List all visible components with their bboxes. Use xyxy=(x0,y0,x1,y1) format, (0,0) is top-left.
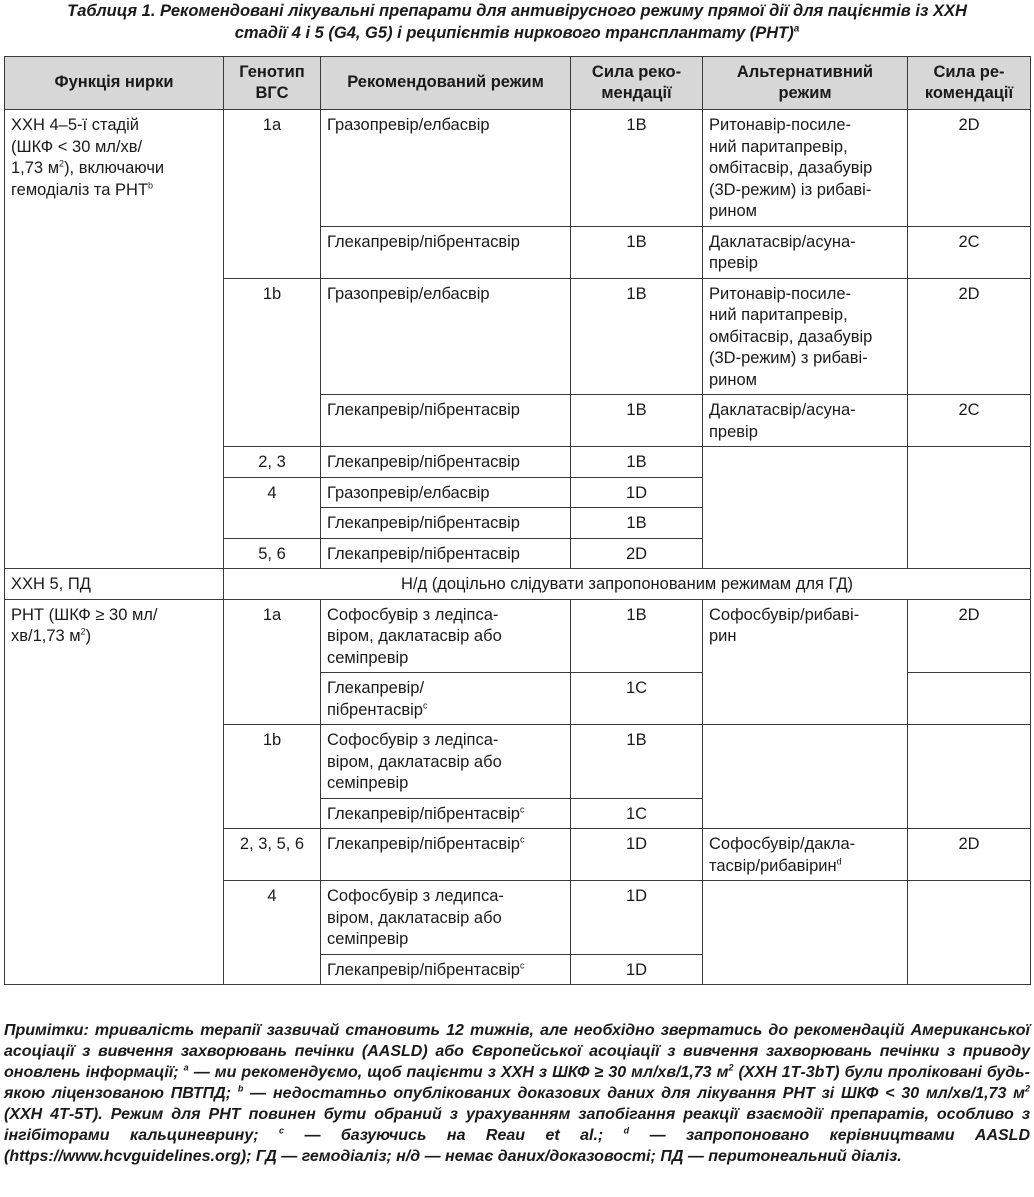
alternative-cell-empty xyxy=(703,725,908,829)
alt-l2: ний паритапревір, xyxy=(709,306,848,324)
title-line-2-text: стадії 4 і 5 (G4, G5) і реципієнтів ниркового трансплантату (РНТ) xyxy=(234,24,794,42)
group-ckd45-l3a: 1,73 м xyxy=(11,159,60,177)
alt-strength-cell-empty xyxy=(908,725,1031,829)
strength-cell: 1B xyxy=(571,226,703,278)
regimen-l3: семіпревір xyxy=(327,648,409,667)
genotype-cell: 4 xyxy=(224,477,321,538)
notes-part-3: (ХХН 1Т-3bТ) були проліковані будь-якою ліцензованою ПВТПД; xyxy=(4,1064,1031,1102)
strength-cell: 1D xyxy=(571,477,703,508)
group-ckd45-l3-sup: 2 xyxy=(59,158,65,169)
alt-strength-cell-empty xyxy=(908,447,1031,569)
alternative-cell-empty xyxy=(703,881,908,985)
alt-l1: Даклатасвір/асуна- xyxy=(709,401,856,419)
alternative-cell-empty xyxy=(703,447,908,569)
group-ckd45-l4-sup: b xyxy=(148,180,154,190)
alt-strength-cell: 2C xyxy=(908,395,1031,447)
regimen-text: Глекапревір/пібрентасвір xyxy=(327,835,520,853)
alt-l1: Ритонавір-посиле- xyxy=(709,284,852,303)
regimen-sup: c xyxy=(519,834,525,845)
regimen-l1: Софосбувір з ледіпса- xyxy=(327,731,499,749)
title-line-1: Таблиця 1. Рекомендовані лікувальні препарати для антивірусного режиму прямої дії для пацієнтів із ХХН xyxy=(67,2,967,20)
alt-l2-text: тасвір/рибавірин xyxy=(709,856,837,875)
alt-l1: Даклатасвір/асуна- xyxy=(709,232,856,251)
alt-l1: Софосбувір/дакла- xyxy=(709,835,856,853)
notes-sup-c: c xyxy=(279,1125,285,1136)
header-alternative-l1: Альтернативний xyxy=(736,62,874,81)
regimen-sup: c xyxy=(422,700,428,710)
group-ckd45-l2: (ШКФ < 30 мл/хв/ xyxy=(11,137,143,156)
header-strength-1-l1: Сила реко- xyxy=(591,62,682,81)
regimen-cell xyxy=(321,829,571,881)
table-row xyxy=(5,110,1031,227)
alt-l1: Софосбувір/рибаві- xyxy=(709,605,860,624)
alt-l5: рином xyxy=(709,370,758,389)
regimen-cell: Глекапревір/пібрентасвір xyxy=(321,395,571,447)
regimen-cell xyxy=(321,725,571,799)
notes-part-6: — базуючись на Reau et al.; xyxy=(284,1127,624,1144)
notes-part-7: — запропоновано керівництвами AASLD (https://www.hcvguidelines.org); ГД — гемодіаліз; н/д — немає даних/доказовості; ПД — перитонеальний діаліз. xyxy=(4,1127,1031,1165)
notes-part-5: (ХХН 4Т-5Т). Режим для РНТ повинен бути обраний з урахуванням запобігання реакції взаємодії препаратів, особливо з інгібіторами кальциневрину; xyxy=(4,1106,1030,1144)
group-ckd5pd: ХХН 5, ПД xyxy=(5,569,224,600)
regimen-cell xyxy=(321,673,571,725)
alt-strength-cell-empty xyxy=(908,673,1031,725)
alt-l3: омбітасвір, дазабувір xyxy=(709,159,873,177)
group-rnt-l2 xyxy=(11,626,217,648)
notes-sup-2b: 2 xyxy=(1025,1083,1031,1094)
notes-part-1: Примітки: тривалість терапії зазвичай становить 12 тижнів, але необхідно звертатись до рекомендацій Американської асоціації з вивчення захворювань печінки (AASLD) або Європейської асоціації з вивчення захворювань печінки з приводу оновлень інформації; xyxy=(4,1022,1030,1081)
alt-strength-cell: 2D xyxy=(908,110,1031,227)
regimen-cell: Гразопревір/елбасвір xyxy=(321,110,571,227)
genotype-cell: 2, 3, 5, 6 xyxy=(224,829,321,881)
group-ckd45-l1: ХХН 4–5-ї стадій xyxy=(11,116,140,134)
regimen-l1: Софосбувір з ледіпса- xyxy=(327,605,499,624)
header-recommended-regimen: Рекомендований режим xyxy=(321,57,571,110)
group-rnt-l2b: ) xyxy=(85,627,92,645)
alt-strength-cell: 2D xyxy=(908,829,1031,881)
header-kidney-function: Функція нирки xyxy=(5,57,224,110)
genotype-cell: 1a xyxy=(224,110,321,279)
title-line-2 xyxy=(0,22,1034,44)
strength-cell: 1D xyxy=(571,954,703,985)
alt-l3: омбітасвір, дазабувір xyxy=(709,327,873,346)
group-ckd45-l4 xyxy=(11,180,217,202)
notes-part-4: — недостатньо опублікованих доказових даних для лікування РНТ зі ШКФ < 30 мл/хв/1,73 м xyxy=(243,1085,1025,1102)
regimen-l2: віром, даклатасвір або xyxy=(327,627,502,645)
title-footnote-mark: a xyxy=(793,23,800,35)
regimen-text: Глекапревір/пібрентасвір xyxy=(327,804,520,823)
strength-cell: 1D xyxy=(571,829,703,881)
alt-l5: рином xyxy=(709,202,758,220)
genotype-cell: 1b xyxy=(224,725,321,829)
regimen-cell: Глекапревір/пібрентасвір xyxy=(321,226,571,278)
alt-strength-cell-empty xyxy=(908,881,1031,985)
alt-l2: превір xyxy=(709,254,758,272)
regimen-l3: семіпревір xyxy=(327,774,409,792)
genotype-cell: 2, 3 xyxy=(224,447,321,478)
alt-l2: рин xyxy=(709,627,737,645)
genotype-cell: 5, 6 xyxy=(224,538,321,569)
regimen-cell xyxy=(321,798,571,829)
notes-sup-a: a xyxy=(183,1062,189,1073)
group-rnt-l1: РНТ (ШКФ ≥ 30 мл/ xyxy=(11,605,158,624)
strength-cell: 1B xyxy=(571,508,703,539)
regimen-cell: Гразопревір/елбасвір xyxy=(321,278,571,395)
header-strength-2 xyxy=(908,57,1031,110)
alt-strength-cell: 2D xyxy=(908,278,1031,395)
alternative-cell xyxy=(703,829,908,881)
regimen-cell: Гразопревір/елбасвір xyxy=(321,477,571,508)
regimen-cell: Глекапревір/пібрентасвір xyxy=(321,538,571,569)
strength-cell: 1C xyxy=(571,673,703,725)
regimen-l1: Софосбувір з ледипса- xyxy=(327,887,504,905)
regimen-sup: c xyxy=(519,960,525,970)
regimen-cell: Глекапревір/пібрентасвір xyxy=(321,447,571,478)
regimen-sup: c xyxy=(519,804,525,814)
alternative-cell xyxy=(703,599,908,725)
recommendations-table xyxy=(4,56,1031,985)
header-strength-1-l2: мендації xyxy=(601,84,672,102)
alternative-cell xyxy=(703,278,908,395)
notes-sup-d: d xyxy=(623,1125,630,1136)
regimen-l2-text: пібрентасвір xyxy=(327,700,423,719)
strength-cell: 1B xyxy=(571,110,703,227)
header-strength-2-l1: Сила ре- xyxy=(933,62,1005,81)
table-row xyxy=(5,569,1031,600)
strength-cell: 1B xyxy=(571,725,703,799)
header-strength-2-l2: комендації xyxy=(924,84,1014,102)
header-genotype-l2: ВГС xyxy=(255,84,289,102)
regimen-cell xyxy=(321,954,571,985)
header-genotype xyxy=(224,57,321,110)
table-row xyxy=(5,599,1031,673)
notes-sup-b: b xyxy=(237,1083,244,1094)
ckd5pd-note: Н/д (доцільно слідувати запропонованим режимам для ГД) xyxy=(224,569,1031,600)
table-notes xyxy=(4,1020,1030,1167)
alt-strength-cell: 2D xyxy=(908,599,1031,673)
regimen-cell xyxy=(321,599,571,673)
strength-cell: 2D xyxy=(571,538,703,569)
genotype-cell: 1a xyxy=(224,599,321,725)
group-ckd45-l4a: гемодіаліз та РНТ xyxy=(11,180,149,199)
strength-cell: 1B xyxy=(571,395,703,447)
header-strength-1 xyxy=(571,57,703,110)
regimen-text: Глекапревір/пібрентасвір xyxy=(327,960,520,979)
regimen-l1: Глекапревір/ xyxy=(327,679,425,697)
genotype-cell: 1b xyxy=(224,278,321,447)
alt-l1: Ритонавір-посиле- xyxy=(709,116,852,134)
strength-cell: 1B xyxy=(571,447,703,478)
header-alternative-regimen xyxy=(703,57,908,110)
group-rnt-l2-sup: 2 xyxy=(80,626,86,637)
group-rnt-l2a: хв/1,73 м xyxy=(11,627,81,645)
alt-l2: ний паритапревір, xyxy=(709,137,848,156)
alt-l4: (3D-режим) із рибаві- xyxy=(709,180,872,199)
group-rnt xyxy=(5,599,224,985)
alt-strength-cell: 2C xyxy=(908,226,1031,278)
genotype-cell: 4 xyxy=(224,881,321,985)
notes-sup-2a: 2 xyxy=(728,1062,734,1073)
alternative-cell xyxy=(703,226,908,278)
alt-l2 xyxy=(709,856,901,878)
regimen-l2: віром, даклатасвір або xyxy=(327,752,502,771)
group-ckd45-l3 xyxy=(11,158,217,180)
notes-part-2: — ми рекомендуємо, щоб пацієнти з ХХН з ШКФ ≥ 30 мл/хв/1,73 м xyxy=(188,1064,729,1081)
strength-cell: 1B xyxy=(571,599,703,673)
strength-cell: 1D xyxy=(571,881,703,955)
header-alternative-l2: режим xyxy=(778,84,832,102)
strength-cell: 1B xyxy=(571,278,703,395)
regimen-cell xyxy=(321,881,571,955)
alt-sup: d xyxy=(836,856,842,866)
regimen-l2 xyxy=(327,700,564,722)
group-ckd45-l3b: ), включаючи xyxy=(64,159,165,177)
strength-cell: 1C xyxy=(571,798,703,829)
regimen-l2: віром, даклатасвір або xyxy=(327,908,502,927)
alternative-cell xyxy=(703,395,908,447)
alternative-cell xyxy=(703,110,908,227)
regimen-cell: Глекапревір/пібрентасвір xyxy=(321,508,571,539)
regimen-l3: семіпревір xyxy=(327,930,409,948)
group-ckd45 xyxy=(5,110,224,569)
alt-l2: превір xyxy=(709,422,758,441)
alt-l4: (3D-режим) з рибаві- xyxy=(709,349,868,367)
header-genotype-l1: Генотип xyxy=(239,62,305,81)
table-header-row xyxy=(5,57,1031,110)
table-title xyxy=(0,0,1034,44)
